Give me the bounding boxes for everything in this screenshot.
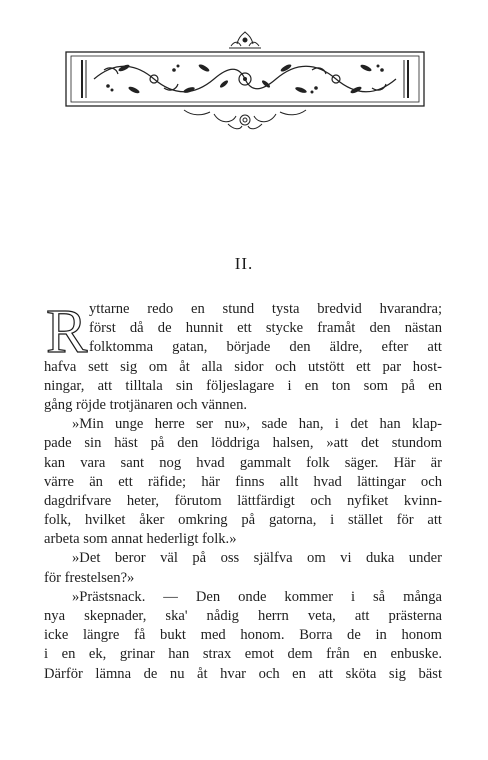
text-line: Därför lämna de nu åt hvar och en att sköta sig bäst [44, 665, 442, 682]
text-line: arbeta som annat hederligt folk.» [44, 531, 237, 548]
text-line: »Prästsnack. — Den onde kommer i så många [72, 588, 442, 605]
text-line: yttarne redo en stund tysta bredvid hvarandra; [89, 301, 442, 317]
text-line: hafva sett sig om åt alla sidor och utstött ett par host- [44, 358, 442, 375]
text-line: folktomma gatan, började den äldre, efter att [89, 339, 442, 356]
text-line: för frestelsen?» [44, 569, 135, 586]
text-line: gång röjde trotjänaren och vännen. [44, 396, 248, 413]
text-line: »Min unge herre ser nu», sade han, i det han klap- [72, 416, 442, 433]
text-line: kan vara sant nog hvad gammalt folk säger. Här är [44, 454, 442, 471]
text-line: pade sin häst på den löddriga halsen, »att det stundom [44, 435, 442, 452]
text-line: i en ek, grinar han strax emot dem från en enbuske. [44, 646, 442, 663]
floral-header-ornament-icon [64, 26, 426, 132]
text-line: dagdrifvare heter, förutom lättfärdigt och nyfiket kvinn- [44, 492, 442, 509]
text-line: värre än ett räfide; här finns allt hvad lättingar och [44, 473, 442, 490]
drop-capital-letter: R [46, 300, 88, 358]
text-line: först då de hunnit ett stycke framåt den nästan [89, 320, 442, 337]
text-line: nya skepnader, ska' nådig herrn veta, att prästerna [44, 608, 442, 624]
chapter-number: II. [234, 254, 254, 273]
text-line: folk, hvilket åker omkring på gatorna, i stället för att [44, 512, 442, 529]
text-line: icke längre få bukt med honom. Borra de in honom [44, 627, 442, 644]
text-line: »Det beror väl på oss själfva om vi duka under [72, 550, 442, 567]
text-line: ningar, att tilltala sin följeslagare i en ton som på en [44, 377, 442, 394]
chapter-body-text [44, 300, 442, 684]
